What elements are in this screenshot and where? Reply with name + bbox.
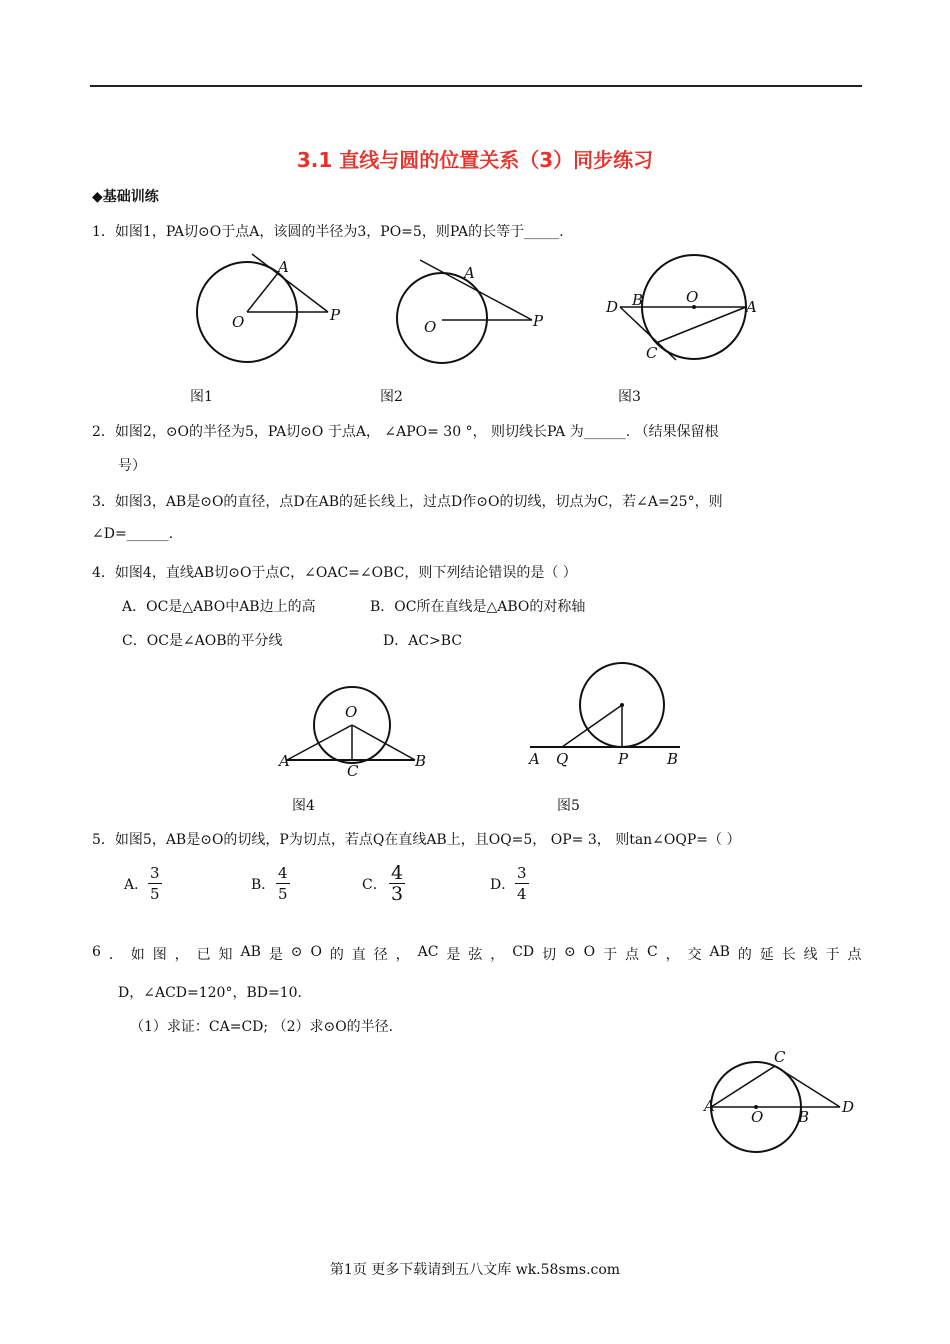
question-2-line-1: 2．如图2，⊙O的半径为5，PA切⊙O 于点A， ∠APO= 30 °， 则切线长PA 为______. （结果保留根 [92,424,719,440]
caption-figure-5: 图5 [557,798,580,814]
figure-6-tangent-line [775,1066,840,1107]
q6-token: O [310,944,322,960]
question-3-line-1: 3．如图3，AB是⊙O的直径，点D在AB的延长线上，过点D作⊙O的切线，切点为C，若∠A=25°，则 [92,494,723,510]
q6-token: 于 [603,947,618,963]
figure-2-label-a: A [464,264,475,282]
section-heading: ◆基础训练 [92,189,159,205]
question-4-option-a: A．OC是△ABO中AB边上的高 [122,599,316,615]
figure-3-label-d: D [606,298,619,316]
figure-1-label-p: P [330,306,341,324]
fraction-numerator: 4 [278,864,288,882]
figure-1-label-o: O [232,313,245,331]
question-6-parts: （1）求证：CA=CD; （2）求⊙O的半径. [130,1019,394,1035]
figure-5-label-a: A [529,750,540,768]
q6-token: ⊙ [564,944,576,960]
figure-2 [390,250,560,380]
fraction-denominator: 5 [150,885,160,903]
q6-token: AB [240,944,261,960]
figure-3-label-c: C [646,344,658,362]
fraction-denominator: 5 [278,885,288,903]
q6-token: 于 [825,947,840,963]
q6-token: 点 [625,947,640,963]
figure-2-label-p: P [533,312,544,330]
figure-5-label-q: Q [556,750,569,768]
q6-token: 是 [446,947,461,963]
figure-2-label-o: O [424,318,437,336]
q6-token: 已 [196,947,211,963]
q6-token: 切 [542,947,557,963]
header-rule [90,85,862,87]
q6-token: ， [490,947,505,963]
q6-token: AB [709,944,730,960]
figure-1-label-a: A [278,258,289,276]
caption-figure-1: 图1 [190,389,213,405]
fraction-numerator: 3 [517,864,527,882]
figure-1-tangent-line [252,254,328,312]
q6-token: 的 [737,947,752,963]
q6-token: 长 [781,947,796,963]
fraction-numerator: 4 [391,862,404,884]
figure-5-segment-oq [562,705,622,747]
question-2-line-2: 号） [118,458,146,474]
question-5-option-c-fraction [389,864,405,903]
question-6-line-2: D，∠ACD=120°，BD=10. [118,985,302,1001]
q6-token: 线 [803,947,818,963]
q6-token: 图 [152,947,167,963]
question-5-option-d-fraction [515,864,529,903]
fraction-denominator: 3 [391,883,404,905]
question-4-option-b: B．OC所在直线是△ABO的对称轴 [370,599,586,615]
q6-token: 径 [373,947,388,963]
figure-1 [190,250,350,380]
caption-figure-2: 图2 [380,389,403,405]
caption-figure-4: 图4 [292,798,315,814]
q6-token: AC [417,944,439,960]
q6-token: CD [512,944,535,960]
figure-6-segment-ac [711,1066,775,1107]
figure-2-circle [397,273,487,363]
figure-4-label-c: C [347,762,359,780]
q6-token: 延 [759,947,774,963]
figure-6-label-d: D [842,1098,855,1116]
question-4-option-c: C．OC是∠AOB的平分线 [122,633,283,649]
figure-4-segment-bo [352,725,415,760]
q6-token: 知 [218,947,233,963]
figure-3 [600,250,770,380]
q6-token: 6 [92,944,101,960]
figure-3-label-o: O [686,288,699,306]
question-5-option-a-fraction [148,864,162,903]
question-5-option-b-fraction [276,864,290,903]
figure-6-label-o: O [751,1108,764,1126]
q6-token: 交 [687,947,702,963]
q6-token: ， [174,947,189,963]
q6-token: C [646,944,658,960]
question-5-option-d-label: D． [490,877,516,893]
question-4: 4．如图4，直线AB切⊙O于点C，∠OAC=∠OBC，则下列结论错误的是（ ） [92,565,577,581]
q6-token: ． [108,947,123,963]
figure-2-tangent-line [420,260,532,320]
figure-4-label-b: B [415,752,427,770]
question-5-option-c-label: C． [362,877,387,893]
figure-5-center-point [620,703,624,707]
q6-token: 直 [351,947,366,963]
figure-6-label-a: A [704,1097,715,1115]
figure-4 [275,680,435,790]
q6-token: ， [665,947,680,963]
figure-3-label-b: B [632,291,644,309]
q6-token: ， [395,947,410,963]
q6-token: 的 [329,947,344,963]
q6-token: 点 [847,947,862,963]
figure-1-segment-oa [247,273,278,312]
figure-3-segment-ca [656,307,746,343]
question-5-option-a-label: A． [124,877,149,893]
figure-6-label-c: C [774,1050,786,1066]
figure-5-label-p: P [618,750,629,768]
page-footer: 第1页 更多下载请到五八文库 wk.58sms.com [329,1262,621,1278]
q6-token: 是 [268,947,283,963]
figure-6-label-b: B [798,1108,810,1126]
fraction-denominator: 4 [517,885,527,903]
figure-4-segment-ao [287,725,352,760]
q6-token: 弦 [468,947,483,963]
question-4-option-d: D．AC>BC [383,633,463,649]
question-3-line-2: ∠D=______. [92,526,174,542]
q6-token: ⊙ [290,944,303,960]
question-6-line-1 [92,944,862,964]
page-title: 3.1 直线与圆的位置关系（3）同步练习 [296,148,654,172]
figure-5 [520,660,690,775]
q6-token: 如 [130,947,145,963]
question-5-option-b-label: B． [251,877,276,893]
figure-3-label-a: A [746,298,757,316]
caption-figure-3: 图3 [618,389,641,405]
q6-token: O [583,944,596,960]
figure-5-label-b: B [667,750,679,768]
figure-4-label-a: A [279,752,290,770]
figure-6 [700,1050,865,1155]
fraction-numerator: 3 [150,864,160,882]
figure-4-label-o: O [345,703,358,721]
question-5: 5．如图5，AB是⊙O的切线，P为切点，若点Q在直线AB上，且OQ=5， OP= 3， 则tan∠OQP=（ ） [92,832,741,848]
question-1: 1．如图1，PA切⊙O于点A，该圆的半径为3，PO=5，则PA的长等于_____. [92,224,564,240]
